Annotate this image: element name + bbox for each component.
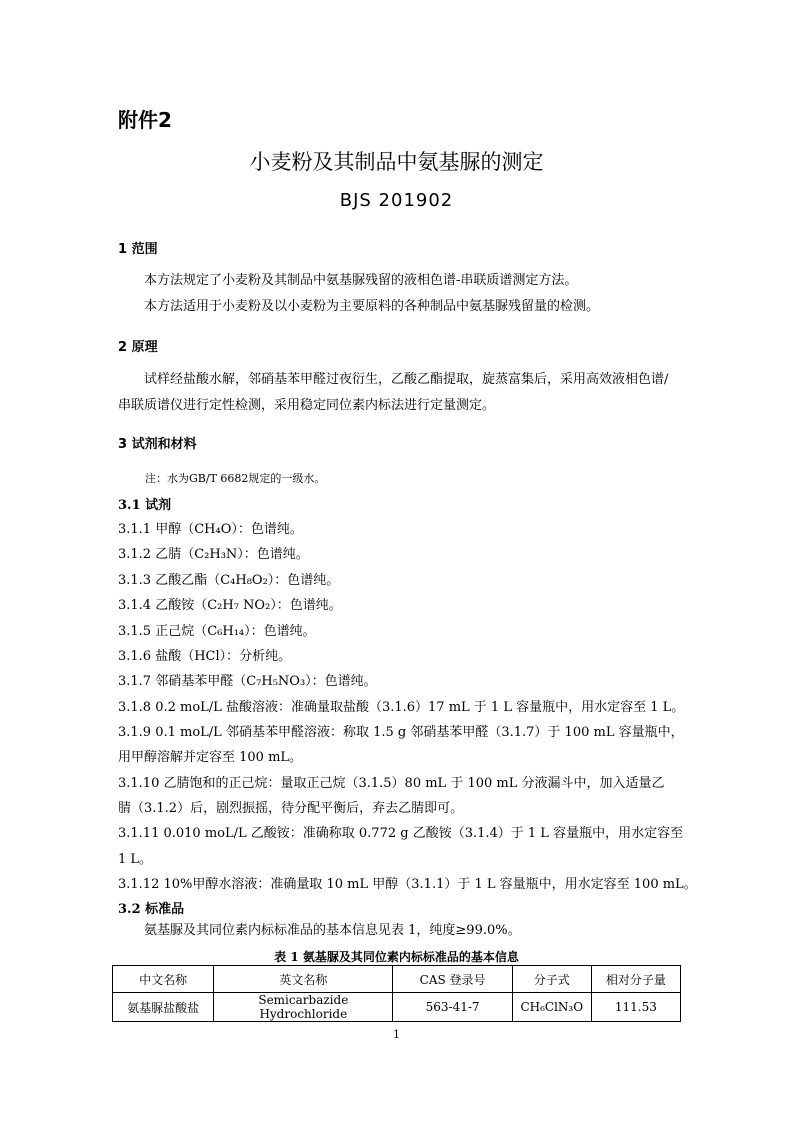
table-header-cell: 英文名称 xyxy=(214,966,393,993)
section-3-heading: 3 试剂和材料 xyxy=(118,437,197,452)
standards-table xyxy=(112,965,681,1022)
reagent-item: 3.1.1 甲醇（CH₄O）：色谱纯。 xyxy=(118,522,303,537)
reagent-item: 3.1.12 10%甲醇水溶液：准确量取 10 mL 甲醇（3.1.1）于 1 L 容量瓶中，用水定容至 100 mL。 xyxy=(118,877,697,892)
reagent-item: 3.1.8 0.2 moL/L 盐酸溶液：准确量取盐酸（3.1.6）17 mL 于 1 L 容量瓶中，用水定容至 1 L。 xyxy=(118,700,685,715)
reagent-item: 3.1.7 邻硝基苯甲醛（C₇H₅NO₃）：色谱纯。 xyxy=(118,674,377,689)
annex-label: 附件2 xyxy=(118,108,172,132)
subsection-3-2-heading: 3.2 标准品 xyxy=(118,902,185,917)
table-cell: Semicarbazide Hydrochloride xyxy=(214,993,393,1022)
reagent-item: 3.1.10 乙腈饱和的正己烷：量取正己烷（3.1.5）80 mL 于 100 mL 分液漏斗中，加入适量乙 xyxy=(118,776,665,791)
reagent-item: 1 L。 xyxy=(118,852,153,867)
table-header-cell: 相对分子量 xyxy=(591,966,680,993)
table-cell: 111.53 xyxy=(591,993,680,1022)
section-1-para-2: 本方法适用于小麦粉及以小麦粉为主要原料的各种制品中氨基脲残留量的检测。 xyxy=(144,299,600,314)
table-row xyxy=(113,993,681,1022)
reagent-item: 用甲醇溶解并定容至 100 mL。 xyxy=(118,750,303,765)
table-header-cell: 中文名称 xyxy=(113,966,214,993)
table-header-cell: 分子式 xyxy=(512,966,591,993)
reagent-item: 3.1.3 乙酸乙酯（C₄H₈O₂）：色谱纯。 xyxy=(118,573,340,588)
reagent-item: 3.1.6 盐酸（HCl）：分析纯。 xyxy=(118,649,292,664)
section-1-para-1: 本方法规定了小麦粉及其制品中氨基脲残留的液相色谱-串联质谱测定方法。 xyxy=(144,273,578,288)
section-2-para-1: 试样经盐酸水解，邻硝基苯甲醛过夜衍生，乙酸乙酯提取，旋蒸富集后，采用高效液相色谱/串联质谱仪进行定性检测，采用稳定同位素内标法进行定量测定。 xyxy=(118,372,669,413)
subsection-3-1-heading: 3.1 试剂 xyxy=(118,498,172,513)
table-cell: 563-41-7 xyxy=(393,993,512,1022)
table-cell: CH₆ClN₃O xyxy=(512,993,591,1022)
table-cell: 氨基脲盐酸盐 xyxy=(113,993,214,1022)
section-1-heading: 1 范围 xyxy=(118,242,158,257)
document-code: BJS 201902 xyxy=(339,190,454,211)
table-header-cell: CAS 登录号 xyxy=(393,966,512,993)
reagent-item: 3.1.4 乙酸铵（C₂H₇ NO₂）：色谱纯。 xyxy=(118,598,342,613)
note: 注：水为GB/T 6682规定的一级水。 xyxy=(145,472,326,485)
reagent-item: 腈（3.1.2）后，剧烈振摇，待分配平衡后，弃去乙腈即可。 xyxy=(118,801,464,816)
table-header-row xyxy=(113,966,681,993)
subsection-3-2-para: 氨基脲及其同位素内标标准品的基本信息见表 1，纯度≥99.0%。 xyxy=(144,923,521,938)
document-title: 小麦粉及其制品中氨基脲的测定 xyxy=(249,150,544,174)
page-number: 1 xyxy=(393,1028,400,1041)
reagent-item: 3.1.9 0.1 moL/L 邻硝基苯甲醛溶液：称取 1.5 g 邻硝基苯甲醛（3.1.7）于 100 mL 容量瓶中， xyxy=(118,725,684,740)
reagent-item: 3.1.11 0.010 moL/L 乙酸铵：准确称取 0.772 g 乙酸铵（3.1.4）于 1 L 容量瓶中，用水定容至 xyxy=(118,826,684,841)
reagent-item: 3.1.5 正己烷（C₆H₁₄）：色谱纯。 xyxy=(118,624,316,639)
table-caption: 表 1 氨基脲及其同位素内标标准品的基本信息 xyxy=(274,950,519,964)
section-2-heading: 2 原理 xyxy=(118,340,158,355)
reagent-item: 3.1.2 乙腈（C₂H₃N）：色谱纯。 xyxy=(118,547,309,562)
